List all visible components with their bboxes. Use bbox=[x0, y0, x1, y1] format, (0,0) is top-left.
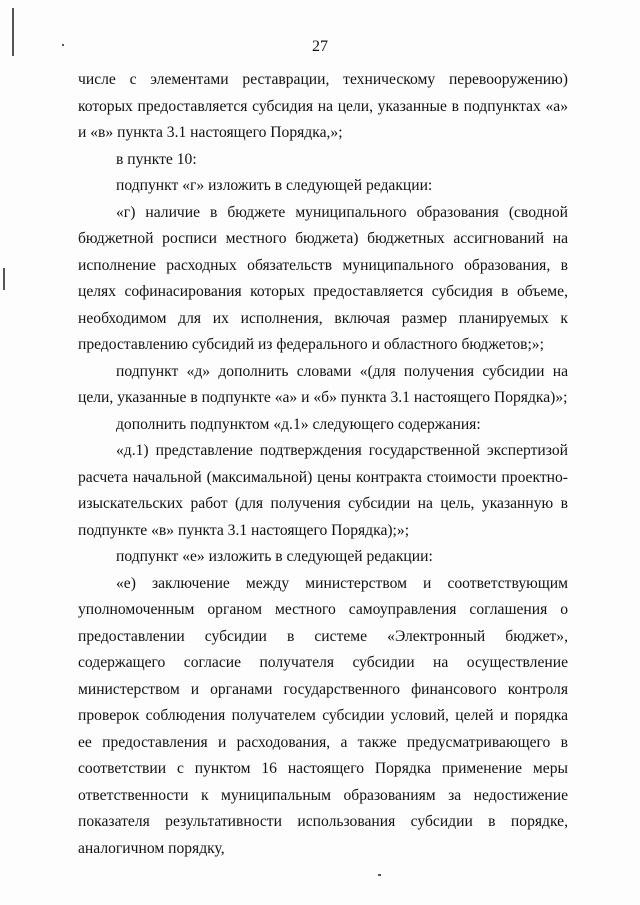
paragraph-subitem-g-text: «г) наличие в бюджете муниципального образования (сводной бюджетной росписи местного бюджета) бюджетных ассигнований на исполнение расходных обязательств муниципального образования, в целях софинасирования которых предоставляется субсидия в объеме, необходимом для их исполнения, включая размер планируемых к предоставлению субсидий из федерального и областного бюджетов;»; bbox=[78, 203, 568, 353]
paragraph-subitem-e-text: «е) заключение между министерством и соответствующим уполномоченным органом местного самоуправления соглашения о предоставлении субсидии в системе «Электронный бюджет», содержащего согласие получателя субсидии на осуществление министерством и органами государственного финансового контроля проверок соблюдения получателем субсидии условий, целей и порядка ее предоставления и расходования, а также предусматривающего в соответствии с пунктом 16 настоящего Порядка применение меры ответственности к муниципальным образованиям за недостижение показателя результативности использования субсидии в порядке, аналогичном порядку, bbox=[78, 574, 568, 857]
paragraph-subitem-d: подпункт «д» дополнить словами «(для получения субсидии на цели, указанные в подпункте «а» и «б» пункта 3.1 настоящего Порядка)»; bbox=[78, 362, 568, 406]
scan-mark-dot-bottom bbox=[378, 874, 381, 876]
document-body bbox=[78, 67, 568, 862]
paragraph-subitem-d1-intro: дополнить подпунктом «д.1» следующего содержания: bbox=[116, 415, 481, 433]
page-number: 27 bbox=[312, 38, 328, 55]
paragraph-subitem-e-intro: подпункт «е» изложить в следующей редакции: bbox=[116, 548, 433, 565]
paragraph-subitem-g-intro: подпункт «г» изложить в следующей редакции: bbox=[116, 177, 433, 194]
paragraph-subitem-d1-text: «д.1) представление подтверждения государственной экспертизой расчета начальной (максимальной) цены контракта стоимости проектно-изыскательских работ (для получения субсидии на цель, указанную в подпункте «в» пункта 3.1 настоящего Порядка);»; bbox=[78, 442, 568, 539]
paragraph-item-10: в пункте 10: bbox=[116, 150, 197, 168]
paragraph-continuation: числе с элементами реставрации, техническому перевооружению) которых предоставляется субсидия на цели, указанные в подпунктах «а» и «в» пункта 3.1 настоящего Порядка,»; bbox=[78, 71, 568, 141]
scan-mark-left-mid bbox=[3, 268, 5, 290]
